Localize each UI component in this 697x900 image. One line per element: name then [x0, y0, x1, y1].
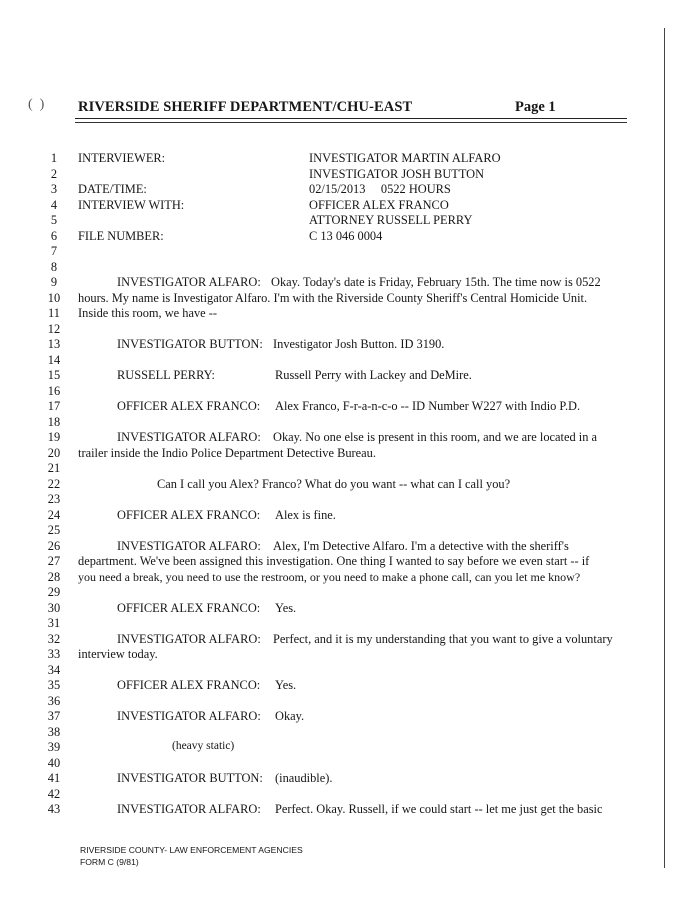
page-number: Page 1 — [515, 99, 556, 115]
line-number: 11 — [48, 306, 60, 320]
speaker-label: INVESTIGATOR ALFARO: — [117, 430, 261, 444]
speaker-label: INVESTIGATOR ALFARO: — [117, 275, 261, 289]
line-number: 12 — [47, 321, 61, 336]
punch-hole-mark: ( ) — [28, 97, 45, 112]
spoken-text: Alex Franco, F-r-a-n-c-o -- ID Number W227 with Indio P.D. — [275, 399, 581, 413]
line-number: 28 — [47, 569, 61, 584]
line-number: 26 — [47, 538, 61, 553]
speaker-label: INVESTIGATOR ALFARO: — [117, 802, 261, 816]
speaker-label: OFFICER ALEX FRANCO: — [117, 507, 261, 522]
interviewer-1: INVESTIGATOR MARTIN ALFARO — [309, 151, 501, 165]
speaker-label: OFFICER ALEX FRANCO: — [117, 600, 261, 615]
file-number-value: C 13 046 0004 — [309, 228, 383, 243]
spoken-text: Investigator Josh Button. ID 3190. — [273, 337, 445, 351]
line-number: 39 — [47, 740, 61, 754]
line-number: 41 — [47, 771, 61, 785]
spoken-text: Perfect. Okay. Russell, if we could start -- let me just get the basic — [275, 802, 603, 816]
footer-form: FORM C (9/81) — [80, 857, 139, 867]
line-number: 42 — [47, 786, 61, 801]
datetime-value: 02/15/2013 0522 HOURS — [309, 182, 451, 196]
line-number: 21 — [47, 461, 61, 475]
line-number: 40 — [47, 755, 61, 770]
speaker-label: INVESTIGATOR ALFARO: — [117, 631, 261, 646]
line-number: 4 — [50, 197, 58, 212]
line-number: 24 — [47, 507, 61, 522]
speaker-label: INVESTIGATOR BUTTON: — [117, 771, 263, 785]
speaker-label: INVESTIGATOR ALFARO: — [117, 538, 261, 553]
interview-with-1: OFFICER ALEX FRANCO — [309, 197, 449, 212]
spoken-text: Okay. Today's date is Friday, February 15th. The time now is 0522 — [271, 275, 601, 289]
line-number: 16 — [47, 383, 61, 398]
spoken-text: Okay. — [275, 709, 305, 723]
line-number: 34 — [47, 662, 61, 677]
interview-with-label: INTERVIEW WITH: — [78, 197, 185, 212]
line-number: 1 — [50, 151, 58, 165]
line-number: 25 — [47, 523, 61, 537]
line-number: 31 — [47, 616, 61, 630]
interviewer-2: INVESTIGATOR JOSH BUTTON — [309, 166, 485, 181]
spoken-text: Can I call you Alex? Franco? What do you want -- what can I call you? — [157, 476, 511, 491]
spoken-text: (heavy static) — [172, 740, 235, 752]
line-number: 7 — [50, 244, 58, 258]
line-number: 27 — [47, 554, 61, 568]
agency-header-title: RIVERSIDE SHERIFF DEPARTMENT/CHU-EAST — [78, 99, 413, 115]
line-number: 6 — [50, 228, 58, 243]
line-number: 37 — [47, 709, 61, 723]
transcript-line — [0, 802, 697, 820]
datetime-label: DATE/TIME: — [78, 182, 147, 196]
line-number: 33 — [47, 647, 61, 661]
line-number: 32 — [47, 631, 61, 646]
speaker-label: INVESTIGATOR ALFARO: — [117, 709, 261, 723]
spoken-text: hours. My name is Investigator Alfaro. I'm with the Riverside County Sheriff's Central Homicide Unit. — [78, 290, 588, 305]
line-number: 17 — [47, 399, 61, 413]
speaker-label: RUSSELL PERRY: — [117, 368, 215, 382]
spoken-text: interview today. — [78, 647, 158, 661]
spoken-text: department. We've been assigned this investigation. One thing I wanted to say before we even start -- if — [78, 554, 590, 568]
spoken-text: Yes. — [275, 600, 297, 615]
spoken-text: Alex, I'm Detective Alfaro. I'm a detective with the sheriff's — [273, 538, 569, 553]
spoken-text: Inside this room, we have -- — [78, 306, 218, 320]
spoken-text: (inaudible). — [275, 771, 333, 785]
line-number: 20 — [47, 445, 61, 460]
header-rule-thin — [75, 122, 627, 123]
header-rule-thick — [75, 118, 627, 119]
footer-agency: RIVERSIDE COUNTY- LAW ENFORCEMENT AGENCIES — [80, 845, 303, 855]
line-number: 13 — [47, 337, 61, 351]
spoken-text: Alex is fine. — [275, 507, 336, 522]
line-number: 35 — [47, 678, 61, 692]
spoken-text: Perfect, and it is my understanding that you want to give a voluntary — [273, 631, 613, 646]
interviewer-label: INTERVIEWER: — [78, 151, 166, 165]
speaker-label: OFFICER ALEX FRANCO: — [117, 678, 261, 692]
file-number-label: FILE NUMBER: — [78, 228, 164, 243]
line-number: 2 — [50, 166, 58, 181]
line-number: 5 — [50, 213, 58, 227]
line-number: 36 — [47, 693, 61, 708]
line-number: 15 — [47, 368, 61, 382]
interview-with-2: ATTORNEY RUSSELL PERRY — [309, 213, 473, 227]
line-number: 18 — [47, 414, 61, 429]
line-number: 30 — [47, 600, 61, 615]
line-number: 10 — [47, 290, 61, 305]
line-number: 29 — [47, 585, 61, 599]
line-number: 8 — [50, 259, 58, 274]
line-number: 19 — [47, 430, 61, 444]
spoken-text: Okay. No one else is present in this room, and we are located in a — [273, 430, 598, 444]
spoken-text: you need a break, you need to use the restroom, or you need to make a phone call, can you let me know? — [78, 569, 581, 584]
line-number: 3 — [50, 182, 58, 196]
line-number: 22 — [47, 476, 61, 491]
spoken-text: Yes. — [275, 678, 297, 692]
line-number: 9 — [50, 275, 58, 289]
line-number: 43 — [47, 802, 61, 816]
line-number: 38 — [47, 724, 61, 739]
line-number: 23 — [47, 492, 61, 506]
spoken-text: trailer inside the Indio Police Department Detective Bureau. — [78, 445, 376, 460]
spoken-text: Russell Perry with Lackey and DeMire. — [275, 368, 472, 382]
line-number: 14 — [47, 352, 61, 367]
speaker-label: OFFICER ALEX FRANCO: — [117, 399, 261, 413]
speaker-label: INVESTIGATOR BUTTON: — [117, 337, 263, 351]
